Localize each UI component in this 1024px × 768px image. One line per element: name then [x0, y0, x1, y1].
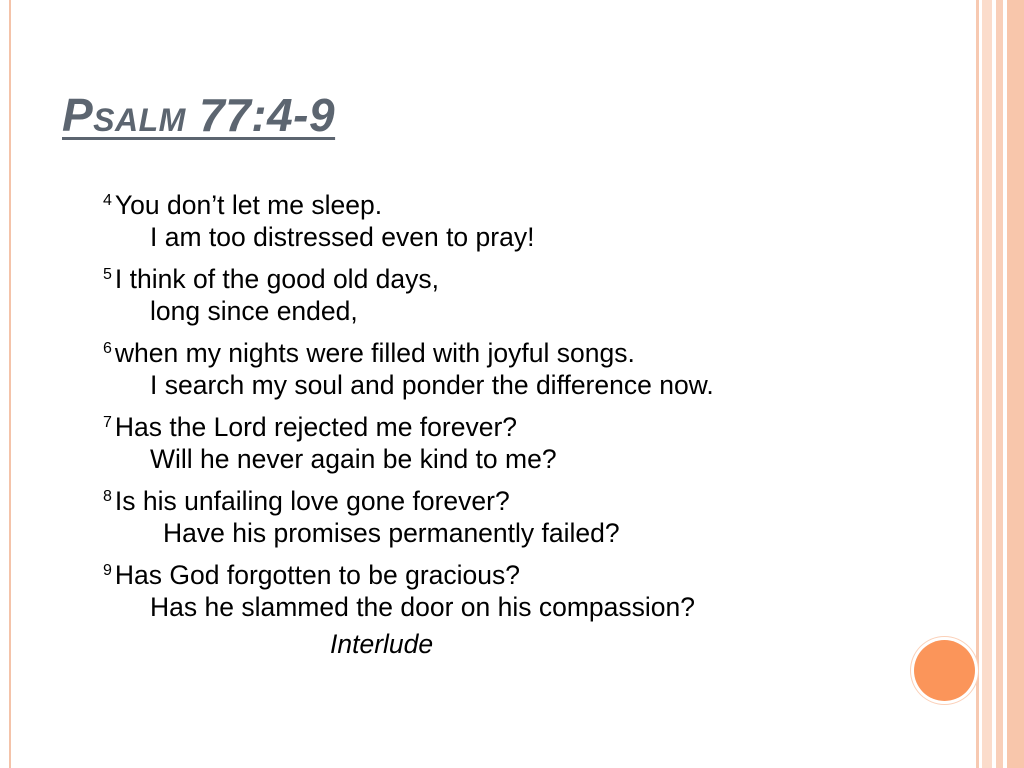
left-border-line	[9, 0, 11, 768]
verse-text: Is his unfailing love gone forever?	[114, 486, 510, 516]
verse-text: You don’t let me sleep.	[114, 190, 383, 220]
verse-line	[103, 441, 714, 478]
verse-line	[103, 367, 714, 404]
verse-text: Has God forgotten to be gracious?	[114, 560, 521, 590]
verse-line	[103, 256, 714, 293]
right-decorative-stripes	[976, 0, 1024, 768]
stripe	[1007, 0, 1024, 768]
verse-line	[103, 552, 714, 589]
verse-line	[103, 515, 714, 552]
verse-line	[103, 589, 714, 626]
verse-text: Have his promises permanently failed?	[163, 518, 620, 548]
verse-number: 5	[103, 266, 112, 283]
verse-number: 7	[103, 414, 112, 431]
verse-number: 9	[103, 562, 112, 579]
verse-line	[103, 182, 714, 219]
verse-line	[103, 404, 714, 441]
verse-number: 8	[103, 488, 112, 505]
verse-text: I am too distressed even to pray!	[150, 222, 535, 252]
verse-number: 6	[103, 340, 112, 357]
interlude-text: Interlude	[330, 629, 434, 659]
verse-number: 4	[103, 192, 112, 209]
verse-line	[103, 293, 714, 330]
stripe	[982, 0, 992, 768]
verse-text: I think of the good old days,	[114, 264, 440, 294]
verse-text: long since ended,	[150, 296, 358, 326]
verse-text: I search my soul and ponder the difference now.	[150, 370, 714, 400]
interlude-line	[103, 626, 714, 663]
verse-text: when my nights were filled with joyful songs.	[114, 338, 635, 368]
verse-line	[103, 219, 714, 256]
verse-text: Has the Lord rejected me forever?	[114, 412, 518, 442]
verse-text: Will he never again be kind to me?	[150, 444, 557, 474]
verse-line	[103, 330, 714, 367]
verse-line	[103, 478, 714, 515]
scripture-passage	[103, 182, 714, 663]
orange-circle-decoration	[914, 640, 975, 701]
stripe	[996, 0, 1003, 768]
slide-title: Psalm 77:4-9	[62, 89, 336, 141]
verse-text: Has he slammed the door on his compassion?	[150, 592, 696, 622]
